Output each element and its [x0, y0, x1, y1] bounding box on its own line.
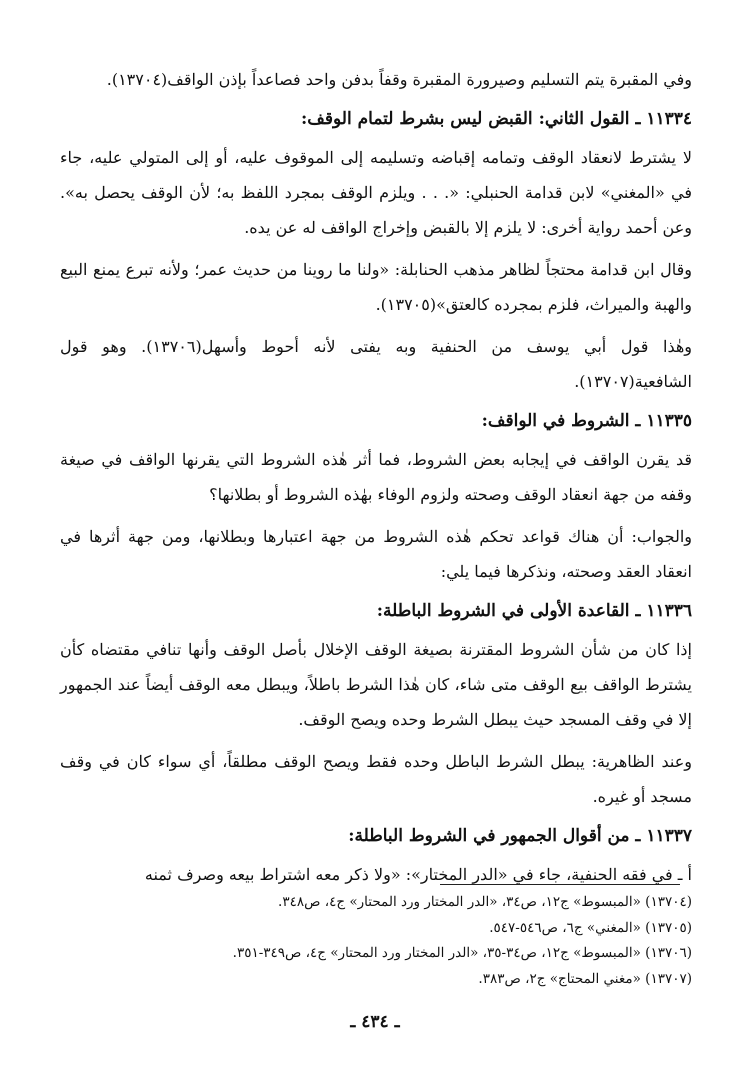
footnote: (١٣٧٠٧) «مغني المحتاج» ج٢، ص٣٨٣.: [478, 970, 692, 987]
paragraph: إذا كان من شأن الشروط المقترنة بصيغة الوقف الإخلال بأصل الوقف وأنها تنافي مقتضاه كأن يشترط الواقف بيع الوقف متى شاء، كان هٰذا الشرط باطلاً، ويبطل معه الوقف أيضاً عند الجمهور إلا في وقف المسجد حيث يبطل الشرط وحده ويصح الوقف.: [60, 640, 692, 729]
section-heading: ١١٣٣٤ ـ القول الثاني: القبض ليس بشرط لتمام الوقف:: [301, 109, 692, 129]
footnote: (١٣٧٠٦) «المبسوط» ج١٢، ص٣٤-٣٥، «الدر المختار ورد المحتار» ج٤، ص٣٤٩-٣٥١.: [232, 945, 692, 961]
paragraph: والجواب: أن هناك قواعد تحكم هٰذه الشروط من جهة اعتبارها وبطلانها، ومن جهة أثرها في انعقاد العقد وصحته، ونذكرها فيما يلي:: [60, 527, 692, 581]
paragraph: لا يشترط لانعقاد الوقف وتمامه إقباضه وتسليمه إلى الموقوف عليه، أو إلى المتولي عليه، جاء في «المغني» لابن قدامة الحنبلي: «. . . ويلزم الوقف بمجرد اللفظ به؛ لأن الوقف يحصل به». وعن أحمد رواية أخرى: لا يلزم إلا بالقبض وإخراج الواقف له عن يده.: [60, 148, 693, 237]
paragraph: أ ـ في فقه الحنفية، جاء في «الدر المختار»: «ولا ذكر معه اشتراط بيعه وصرف ثمنه: [144, 865, 692, 884]
body-text: [60, 62, 692, 899]
footnote-separator: [440, 884, 680, 885]
footnote: (١٣٧٠٤) «المبسوط» ج١٢، ص٣٤، «الدر المختار ورد المحتار» ج٤، ص٣٤٨.: [278, 894, 692, 910]
paragraph: وفي المقبرة يتم التسليم وصيرورة المقبرة وقفاً بدفن واحد فصاعداً بإذن الواقف(١٣٧٠٤).: [106, 70, 692, 89]
section-heading: ١١٣٣٥ ـ الشروط في الواقف:: [481, 411, 692, 431]
page-number: ـ ٤٣٤ ـ: [350, 1012, 400, 1032]
section-heading: ١١٣٣٧ ـ من أقوال الجمهور في الشروط الباطلة:: [348, 826, 692, 846]
paragraph: وقال ابن قدامة محتجاً لظاهر مذهب الحنابلة: «ولنا ما روينا من حديث عمر؛ ولأنه تبرع يمنع البيع والهبة والميراث، فلزم بمجرده كالعتق»(١٣٧٠٥).: [60, 260, 692, 314]
footnote: (١٣٧٠٥) «المغني» ج٦، ص٥٤٦-٥٤٧.: [489, 919, 692, 936]
paragraph: قد يقرن الواقف في إيجابه بعض الشروط، فما أثر هٰذه الشروط التي يقرنها الواقف في صيغة وقفه من جهة انعقاد الوقف وصحته ولزوم الوفاء بهٰذه الشروط أو بطلانها؟: [60, 450, 692, 504]
paragraph: وهٰذا قول أبي يوسف من الحنفية وبه يفتى لأنه أحوط وأسهل(١٣٧٠٦). وهو قول الشافعية(١٣٧٠٧).: [60, 337, 693, 391]
footnotes: [80, 890, 692, 992]
paragraph: وعند الظاهرية: يبطل الشرط الباطل وحده فقط ويصح الوقف مطلقاً، أي سواء كان في وقف مسجد أو غيره.: [60, 752, 692, 806]
section-heading: ١١٣٣٦ ـ القاعدة الأولى في الشروط الباطلة:: [376, 601, 692, 621]
